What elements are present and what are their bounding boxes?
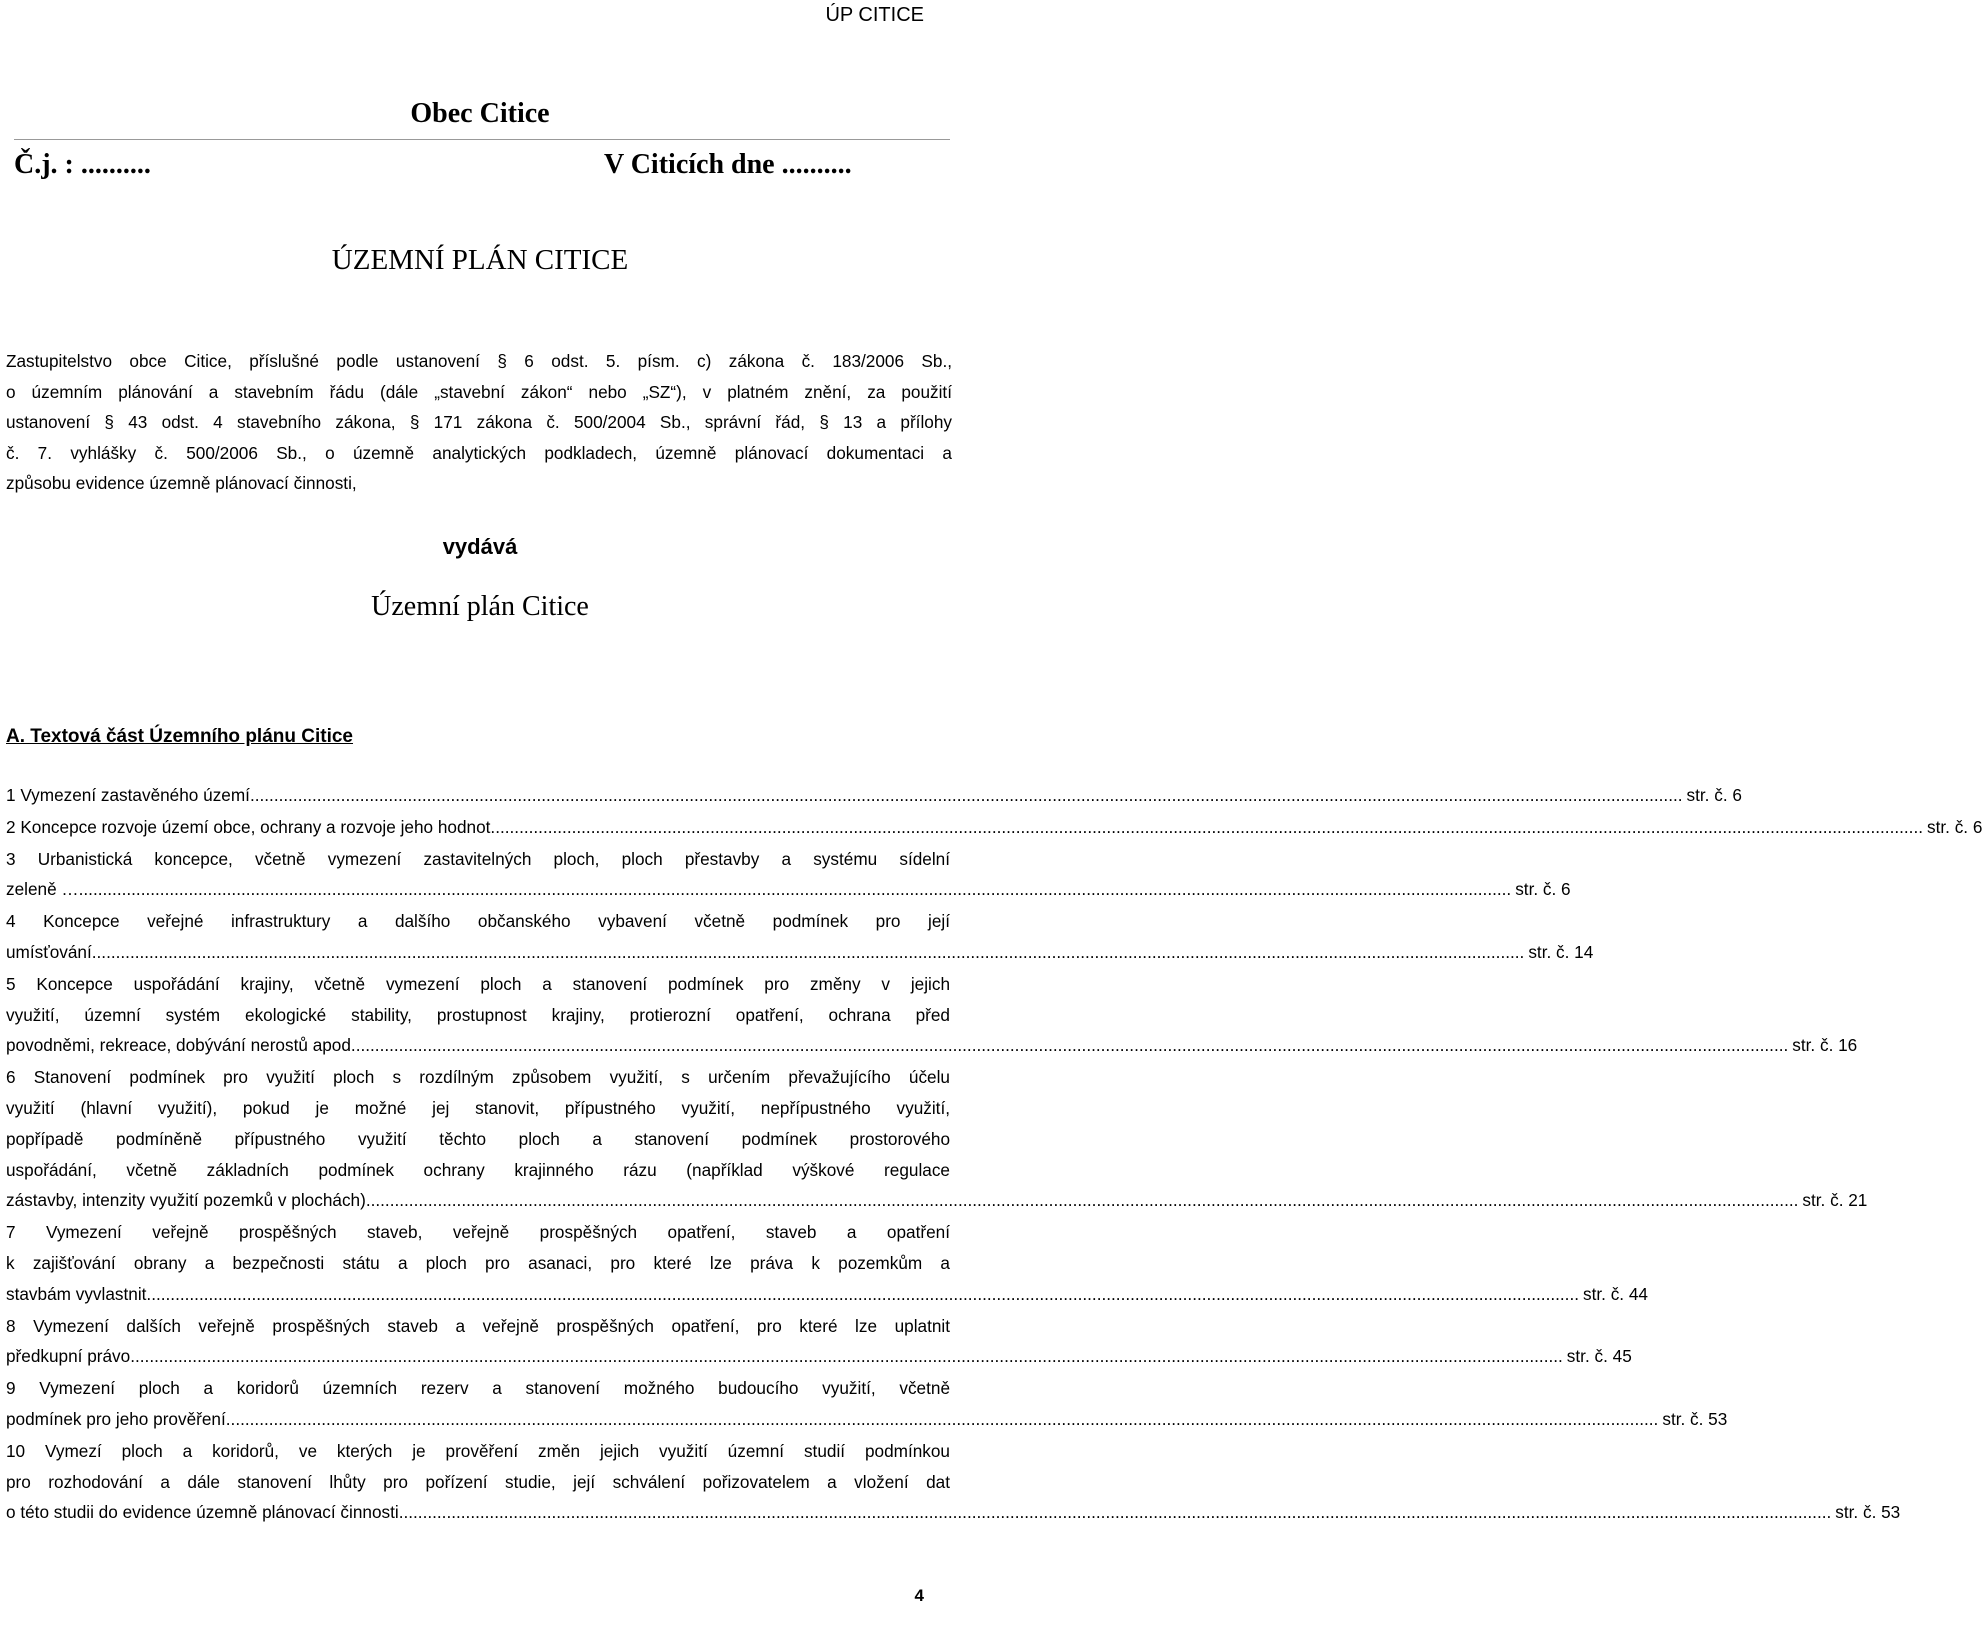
toc-entry-text: zeleně … bbox=[6, 879, 79, 900]
toc-entry-line: 7 Vymezení veřejně prospěšných staveb, veřejně prospěšných opatření, staveb a opatření bbox=[6, 1222, 950, 1243]
intro-line: ustanovení § 43 odst. 4 stavebního zákona, § 171 zákona č. 500/2004 Sb., správní řád, § 13 a přílohy bbox=[6, 412, 952, 433]
running-header: ÚP CITICE bbox=[825, 4, 924, 26]
toc-page-reference: str. č. 44 bbox=[1583, 1283, 1648, 1304]
toc-entry-line: 8 Vymezení dalších veřejně prospěšných staveb a veřejně prospěšných opatření, pro které lze uplatnit bbox=[6, 1315, 950, 1336]
toc-entry-text: 2 Koncepce rozvoje území obce, ochrany a rozvoje jeho hodnot bbox=[6, 816, 491, 837]
reference-number: Č.j. : .......... bbox=[14, 149, 151, 180]
header-divider bbox=[14, 139, 950, 140]
toc-entry-last-line bbox=[6, 1279, 1648, 1310]
toc-entry-text: o této studii do evidence územně plánovací činnosti bbox=[6, 1502, 399, 1523]
document-title: ÚZEMNÍ PLÁN CITICE bbox=[331, 244, 629, 276]
toc-entry-last-line bbox=[6, 780, 1742, 811]
intro-line: Zastupitelstvo obce Citice, příslušné podle ustanovení § 6 odst. 5. písm. c) zákona č. 183/2006 Sb., bbox=[6, 351, 952, 371]
toc-page-reference: str. č. 21 bbox=[1802, 1190, 1868, 1211]
toc-entry-last-line bbox=[6, 1341, 1632, 1372]
dot-leader: ............................................................................................................................................................................................................................................................................................................ bbox=[225, 1408, 1659, 1429]
dot-leader: ............................................................................................................................................................................................................................................................................................................ bbox=[398, 1502, 1832, 1523]
toc-entry-line: k zajišťování obrany a bezpečnosti státu a ploch pro asanaci, pro které lze práva k pozemkům a bbox=[6, 1252, 950, 1273]
toc-entry-line: 3 Urbanistická koncepce, včetně vymezení zastavitelných ploch, ploch přestavby a systému sídelní bbox=[6, 848, 950, 869]
toc-entry-last-line bbox=[6, 812, 1982, 843]
toc-entry bbox=[6, 1311, 1632, 1373]
toc-entry bbox=[6, 906, 1594, 968]
toc-entry-last-line bbox=[6, 1185, 1868, 1216]
dot-leader: ............................................................................................................................................................................................................................................................................................................ bbox=[91, 941, 1525, 962]
plan-title: Územní plán Citice bbox=[371, 591, 589, 622]
dot-leader: ............................................................................................................................................................................................................................................................................................................ bbox=[78, 879, 1512, 900]
toc-entry-text: předkupní právo bbox=[6, 1346, 131, 1367]
toc-entry-last-line bbox=[6, 874, 1571, 905]
toc-page-reference: str. č. 53 bbox=[1662, 1408, 1728, 1429]
issues-word: vydává bbox=[442, 534, 518, 559]
toc-entry-line: uspořádání, včetně základních podmínek ochrany krajinného rázu (například výškové regulace bbox=[6, 1159, 950, 1180]
toc-page-reference: str. č. 6 bbox=[1927, 816, 1982, 837]
toc-page-reference: str. č. 14 bbox=[1528, 941, 1594, 962]
toc-entry bbox=[6, 780, 1742, 811]
toc-page-reference: str. č. 6 bbox=[1686, 785, 1742, 805]
dot-leader: ............................................................................................................................................................................................................................................................................................................ bbox=[355, 1035, 1789, 1056]
dot-leader: ............................................................................................................................................................................................................................................................................................................ bbox=[365, 1190, 1799, 1211]
toc-entry-last-line bbox=[6, 1404, 1728, 1435]
toc-entry-line: pro rozhodování a dále stanovení lhůty pro pořízení studie, její schválení pořizovatelem a vložení dat bbox=[6, 1471, 950, 1492]
toc-page-reference: str. č. 6 bbox=[1515, 879, 1571, 900]
dot-leader: ............................................................................................................................................................................................................................................................................................................ bbox=[146, 1283, 1579, 1304]
toc-entry bbox=[6, 844, 1571, 906]
toc-entry-line: 9 Vymezení ploch a koridorů územních rezerv a stanovení možného budoucího využití, včetně bbox=[6, 1378, 950, 1399]
toc-entry-last-line bbox=[6, 1497, 1901, 1528]
page-number: 4 bbox=[914, 1586, 924, 1605]
toc-entry bbox=[6, 969, 1858, 1061]
toc-entry-line: 4 Koncepce veřejné infrastruktury a dalšího občanského vybavení včetně podmínek pro její bbox=[6, 911, 950, 932]
toc-entry-text: podmínek pro jeho prověření bbox=[6, 1408, 226, 1429]
dot-leader: ............................................................................................................................................................................................................................................................................................................ bbox=[130, 1346, 1563, 1367]
toc-entry-text: zástavby, intenzity využití pozemků v plochách) bbox=[6, 1190, 366, 1211]
toc-entry-line: využití, územní systém ekologické stability, prostupnost krajiny, protierozní opatření, ochrana před bbox=[6, 1004, 950, 1025]
toc-entry bbox=[6, 1062, 1868, 1216]
toc-page-reference: str. č. 16 bbox=[1792, 1035, 1858, 1056]
table-of-contents bbox=[6, 780, 1982, 1529]
toc-entry-text: povodněmi, rekreace, dobývání nerostů apod. bbox=[6, 1035, 356, 1056]
toc-entry bbox=[6, 1373, 1728, 1435]
toc-entry-text: stavbám vyvlastnit bbox=[6, 1283, 147, 1304]
toc-entry-line: popřípadě podmíněně přípustného využití těchto ploch a stanovení podmínek prostorového bbox=[6, 1128, 950, 1149]
dot-leader: ............................................................................................................................................................................................................................................................................................................ bbox=[249, 785, 1683, 805]
municipality-name: Obec Citice bbox=[410, 98, 550, 129]
toc-entry-line: využití (hlavní využití), pokud je možné jej stanovit, přípustného využití, nepřípustného využití, bbox=[6, 1097, 950, 1118]
intro-paragraph bbox=[6, 346, 952, 499]
intro-line: č. 7. vyhlášky č. 500/2006 Sb., o územně analytických podkladech, územně plánovací dokumentaci a bbox=[6, 442, 952, 463]
toc-entry-line: 10 Vymezí ploch a koridorů, ve kterých je prověření změn jejich využití územní studií podmínkou bbox=[6, 1440, 950, 1461]
toc-entry-line: 6 Stanovení podmínek pro využití ploch s rozdílným způsobem využití, s určením převažujícího účelu bbox=[6, 1067, 950, 1088]
toc-entry-text: umísťování bbox=[6, 941, 92, 962]
intro-line: způsobu evidence územně plánovací činnosti, bbox=[6, 473, 357, 494]
toc-entry bbox=[6, 1436, 1901, 1528]
intro-line: o územním plánování a stavebním řádu (dále „stavební zákon“ nebo „SZ“), v platném znění, za použití bbox=[6, 381, 952, 402]
toc-entry bbox=[6, 1217, 1648, 1309]
place-and-date: V Citicích dne .......... bbox=[604, 149, 852, 180]
toc-entry-text: 1 Vymezení zastavěného území bbox=[6, 785, 250, 805]
toc-entry bbox=[6, 812, 1982, 843]
toc-page-reference: str. č. 45 bbox=[1566, 1346, 1632, 1367]
section-heading: A. Textová část Územního plánu Citice bbox=[6, 726, 354, 747]
toc-entry-last-line bbox=[6, 937, 1594, 968]
toc-entry-last-line bbox=[6, 1030, 1858, 1061]
dot-leader: ............................................................................................................................................................................................................................................................................................................ bbox=[490, 816, 1923, 837]
toc-page-reference: str. č. 53 bbox=[1835, 1502, 1901, 1523]
toc-entry-line: 5 Koncepce uspořádání krajiny, včetně vymezení ploch a stanovení podmínek pro změny v jejich bbox=[6, 973, 950, 994]
